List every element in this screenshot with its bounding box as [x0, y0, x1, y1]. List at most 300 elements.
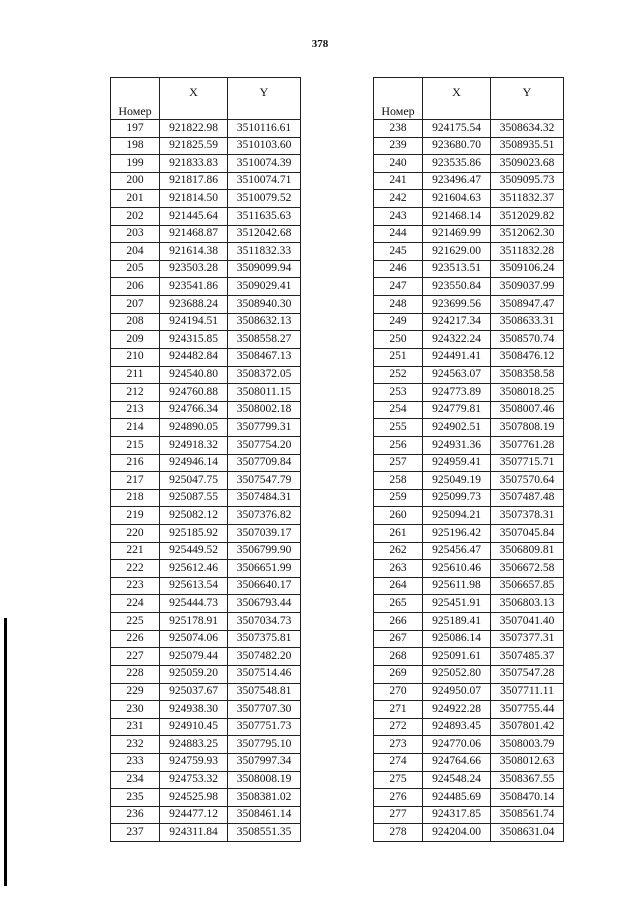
cell-x: 924548.24: [423, 771, 491, 789]
table-row: [374, 190, 564, 208]
cell-x: 925612.46: [160, 560, 228, 578]
cell-x: 924753.32: [160, 771, 228, 789]
cell-number: 277: [374, 806, 423, 824]
header-x: X: [160, 78, 228, 120]
cell-x: 924540.80: [160, 366, 228, 384]
cell-x: 925049.19: [423, 472, 491, 490]
cell-number: 275: [374, 771, 423, 789]
table-row: [111, 701, 301, 719]
header-x: X: [423, 78, 491, 120]
cell-number: 200: [111, 172, 160, 190]
table-row: [374, 753, 564, 771]
header-y: Y: [491, 78, 564, 120]
cell-y: 3507378.31: [491, 507, 564, 525]
table-row: [374, 824, 564, 842]
table-row: [374, 542, 564, 560]
cell-x: 925079.44: [160, 648, 228, 666]
cell-number: 264: [374, 577, 423, 595]
table-row: [111, 348, 301, 366]
cell-y: 3508634.32: [491, 120, 564, 138]
cell-number: 231: [111, 718, 160, 736]
cell-y: 3506803.13: [491, 595, 564, 613]
cell-x: 925091.61: [423, 648, 491, 666]
cell-number: 220: [111, 525, 160, 543]
cell-x: 924950.07: [423, 683, 491, 701]
cell-number: 248: [374, 296, 423, 314]
cell-x: 923699.56: [423, 296, 491, 314]
cell-y: 3508558.27: [228, 331, 301, 349]
cell-number: 236: [111, 806, 160, 824]
cell-y: 3507751.73: [228, 718, 301, 736]
cell-x: 924760.88: [160, 384, 228, 402]
cell-x: 921469.99: [423, 225, 491, 243]
cell-y: 3511832.33: [228, 243, 301, 261]
cell-y: 3512029.82: [491, 208, 564, 226]
table-row: [111, 296, 301, 314]
table-row: [374, 120, 564, 138]
table-row: [111, 753, 301, 771]
table-row: [111, 278, 301, 296]
table-row: [111, 648, 301, 666]
table-row: [374, 648, 564, 666]
cell-y: 3507039.17: [228, 525, 301, 543]
cell-number: 242: [374, 190, 423, 208]
table-row: [111, 208, 301, 226]
cell-number: 276: [374, 789, 423, 807]
table-row: [111, 313, 301, 331]
table-row: [111, 507, 301, 525]
cell-y: 3510074.39: [228, 155, 301, 173]
cell-x: 925456.47: [423, 542, 491, 560]
cell-y: 3508002.18: [228, 401, 301, 419]
table-row: [374, 736, 564, 754]
cell-number: 218: [111, 489, 160, 507]
cell-y: 3507755.44: [491, 701, 564, 719]
cell-number: 203: [111, 225, 160, 243]
cell-number: 263: [374, 560, 423, 578]
cell-y: 3507754.20: [228, 436, 301, 454]
cell-x: 923496.47: [423, 172, 491, 190]
cell-x: 924217.34: [423, 313, 491, 331]
table-row: [111, 560, 301, 578]
table-row: [111, 736, 301, 754]
cell-y: 3508358.58: [491, 366, 564, 384]
cell-number: 228: [111, 665, 160, 683]
table-row: [111, 683, 301, 701]
cell-y: 3509099.94: [228, 260, 301, 278]
cell-x: 925185.92: [160, 525, 228, 543]
cell-number: 278: [374, 824, 423, 842]
table-row: [374, 384, 564, 402]
cell-number: 265: [374, 595, 423, 613]
cell-y: 3510103.60: [228, 137, 301, 155]
cell-number: 251: [374, 348, 423, 366]
header-y: Y: [228, 78, 301, 120]
cell-x: 924194.51: [160, 313, 228, 331]
cell-number: 208: [111, 313, 160, 331]
cell-y: 3507715.71: [491, 454, 564, 472]
cell-y: 3507045.84: [491, 525, 564, 543]
cell-x: 925094.21: [423, 507, 491, 525]
cell-number: 229: [111, 683, 160, 701]
cell-number: 216: [111, 454, 160, 472]
cell-y: 3506657.85: [491, 577, 564, 595]
table-row: [374, 172, 564, 190]
cell-y: 3507547.79: [228, 472, 301, 490]
cell-number: 241: [374, 172, 423, 190]
table-row: [374, 348, 564, 366]
cell-number: 268: [374, 648, 423, 666]
cell-x: 924525.98: [160, 789, 228, 807]
table-row: [374, 771, 564, 789]
table-row: [111, 824, 301, 842]
cell-y: 3506809.81: [491, 542, 564, 560]
cell-y: 3508935.51: [491, 137, 564, 155]
cell-x: 924311.84: [160, 824, 228, 842]
table-row: [374, 683, 564, 701]
cell-y: 3507808.19: [491, 419, 564, 437]
cell-x: 925074.06: [160, 630, 228, 648]
cell-y: 3508940.30: [228, 296, 301, 314]
cell-x: 921468.14: [423, 208, 491, 226]
cell-x: 925059.20: [160, 665, 228, 683]
table-row: [374, 560, 564, 578]
table-row: [374, 507, 564, 525]
table-row: [111, 789, 301, 807]
table-row: [111, 472, 301, 490]
cell-y: 3507709.84: [228, 454, 301, 472]
cell-y: 3508007.46: [491, 401, 564, 419]
cell-number: 223: [111, 577, 160, 595]
table-row: [374, 630, 564, 648]
cell-x: 925052.80: [423, 665, 491, 683]
cell-x: 924779.81: [423, 401, 491, 419]
table-row: [111, 542, 301, 560]
cell-y: 3508476.12: [491, 348, 564, 366]
cell-y: 3507514.46: [228, 665, 301, 683]
table-row: [374, 595, 564, 613]
cell-y: 3512042.68: [228, 225, 301, 243]
cell-number: 201: [111, 190, 160, 208]
cell-y: 3508012.63: [491, 753, 564, 771]
table-row: [374, 525, 564, 543]
table-row: [374, 260, 564, 278]
cell-y: 3508372.05: [228, 366, 301, 384]
cell-number: 250: [374, 331, 423, 349]
table-row: [111, 401, 301, 419]
table-row: [374, 789, 564, 807]
cell-number: 204: [111, 243, 160, 261]
cell-x: 924764.66: [423, 753, 491, 771]
table-row: [111, 718, 301, 736]
cell-number: 259: [374, 489, 423, 507]
table-row: [111, 366, 301, 384]
cell-number: 225: [111, 613, 160, 631]
cell-x: 925610.46: [423, 560, 491, 578]
cell-y: 3507799.31: [228, 419, 301, 437]
cell-x: 924322.24: [423, 331, 491, 349]
cell-x: 924946.14: [160, 454, 228, 472]
cell-y: 3507997.34: [228, 753, 301, 771]
table-row: [111, 525, 301, 543]
cell-x: 924759.93: [160, 753, 228, 771]
table-row: [374, 665, 564, 683]
table-row: [374, 313, 564, 331]
cell-y: 3507548.81: [228, 683, 301, 701]
cell-y: 3508470.14: [491, 789, 564, 807]
table-row: [374, 366, 564, 384]
table-row: [111, 172, 301, 190]
cell-number: 261: [374, 525, 423, 543]
table-row: [374, 331, 564, 349]
table-row: [374, 155, 564, 173]
cell-y: 3506651.99: [228, 560, 301, 578]
cell-y: 3507801.42: [491, 718, 564, 736]
cell-number: 206: [111, 278, 160, 296]
cell-y: 3510116.61: [228, 120, 301, 138]
cell-y: 3507761.28: [491, 436, 564, 454]
table-row: [111, 613, 301, 631]
cell-y: 3507376.82: [228, 507, 301, 525]
cell-x: 923513.51: [423, 260, 491, 278]
cell-y: 3508018.25: [491, 384, 564, 402]
cell-x: 924766.34: [160, 401, 228, 419]
cell-x: 924922.28: [423, 701, 491, 719]
cell-y: 3506640.17: [228, 577, 301, 595]
cell-y: 3506799.90: [228, 542, 301, 560]
cell-y: 3507795.10: [228, 736, 301, 754]
header-number: Номер: [374, 78, 423, 120]
cell-number: 245: [374, 243, 423, 261]
cell-y: 3506793.44: [228, 595, 301, 613]
cell-number: 266: [374, 613, 423, 631]
table-row: [374, 296, 564, 314]
cell-x: 924175.54: [423, 120, 491, 138]
table-row: [111, 137, 301, 155]
cell-y: 3508631.04: [491, 824, 564, 842]
table-row: [111, 577, 301, 595]
table-row: [374, 718, 564, 736]
coordinates-table-left: [110, 77, 301, 842]
cell-y: 3508561.74: [491, 806, 564, 824]
cell-number: 254: [374, 401, 423, 419]
cell-x: 924931.36: [423, 436, 491, 454]
cell-x: 921468.87: [160, 225, 228, 243]
cell-x: 924315.85: [160, 331, 228, 349]
cell-number: 267: [374, 630, 423, 648]
table-row: [111, 243, 301, 261]
table-row: [111, 260, 301, 278]
cell-number: 211: [111, 366, 160, 384]
cell-x: 924959.41: [423, 454, 491, 472]
coordinates-table-right: [373, 77, 564, 842]
cell-x: 923550.84: [423, 278, 491, 296]
table-header-row: [374, 78, 564, 120]
cell-y: 3509106.24: [491, 260, 564, 278]
table-row: [111, 454, 301, 472]
cell-y: 3507484.31: [228, 489, 301, 507]
table-row: [374, 278, 564, 296]
cell-x: 925047.75: [160, 472, 228, 490]
table-row: [374, 454, 564, 472]
cell-x: 924563.07: [423, 366, 491, 384]
table-row: [374, 613, 564, 631]
cell-number: 262: [374, 542, 423, 560]
cell-y: 3507711.11: [491, 683, 564, 701]
cell-number: 222: [111, 560, 160, 578]
cell-y: 3508633.31: [491, 313, 564, 331]
cell-x: 924773.89: [423, 384, 491, 402]
cell-y: 3508632.13: [228, 313, 301, 331]
cell-x: 924890.05: [160, 419, 228, 437]
cell-number: 249: [374, 313, 423, 331]
cell-number: 257: [374, 454, 423, 472]
table-row: [111, 120, 301, 138]
cell-x: 921814.50: [160, 190, 228, 208]
cell-y: 3507547.28: [491, 665, 564, 683]
cell-x: 923688.24: [160, 296, 228, 314]
cell-y: 3509023.68: [491, 155, 564, 173]
cell-number: 210: [111, 348, 160, 366]
cell-x: 924482.84: [160, 348, 228, 366]
cell-number: 209: [111, 331, 160, 349]
cell-x: 924485.69: [423, 789, 491, 807]
cell-y: 3510074.71: [228, 172, 301, 190]
cell-y: 3509029.41: [228, 278, 301, 296]
cell-y: 3507041.40: [491, 613, 564, 631]
cell-number: 258: [374, 472, 423, 490]
cell-x: 924910.45: [160, 718, 228, 736]
table-row: [111, 806, 301, 824]
table-row: [111, 630, 301, 648]
cell-number: 270: [374, 683, 423, 701]
table-row: [111, 419, 301, 437]
cell-number: 253: [374, 384, 423, 402]
table-row: [111, 665, 301, 683]
table-row: [374, 472, 564, 490]
cell-number: 274: [374, 753, 423, 771]
cell-x: 924893.45: [423, 718, 491, 736]
cell-number: 244: [374, 225, 423, 243]
cell-y: 3511832.28: [491, 243, 564, 261]
cell-number: 232: [111, 736, 160, 754]
cell-x: 923541.86: [160, 278, 228, 296]
table-row: [374, 577, 564, 595]
cell-x: 924918.32: [160, 436, 228, 454]
cell-y: 3508947.47: [491, 296, 564, 314]
cell-y: 3508003.79: [491, 736, 564, 754]
cell-x: 921825.59: [160, 137, 228, 155]
table-row: [374, 243, 564, 261]
cell-number: 226: [111, 630, 160, 648]
cell-x: 924902.51: [423, 419, 491, 437]
cell-number: 234: [111, 771, 160, 789]
cell-y: 3508381.02: [228, 789, 301, 807]
cell-y: 3508551.35: [228, 824, 301, 842]
table-row: [111, 595, 301, 613]
cell-number: 207: [111, 296, 160, 314]
table-row: [374, 208, 564, 226]
table-row: [111, 225, 301, 243]
table-row: [374, 419, 564, 437]
cell-x: 925087.55: [160, 489, 228, 507]
table-row: [374, 489, 564, 507]
cell-y: 3509037.99: [491, 278, 564, 296]
cell-number: 205: [111, 260, 160, 278]
table-row: [111, 489, 301, 507]
cell-x: 925082.12: [160, 507, 228, 525]
cell-x: 925451.91: [423, 595, 491, 613]
cell-number: 217: [111, 472, 160, 490]
cell-x: 921629.00: [423, 243, 491, 261]
table-row: [111, 155, 301, 173]
cell-x: 921604.63: [423, 190, 491, 208]
cell-y: 3507707.30: [228, 701, 301, 719]
cell-number: 221: [111, 542, 160, 560]
cell-x: 921822.98: [160, 120, 228, 138]
table-header-row: [111, 78, 301, 120]
table-row: [374, 225, 564, 243]
cell-y: 3507485.37: [491, 648, 564, 666]
cell-number: 233: [111, 753, 160, 771]
cell-number: 239: [374, 137, 423, 155]
table-row: [111, 436, 301, 454]
cell-x: 925037.67: [160, 683, 228, 701]
cell-y: 3507482.20: [228, 648, 301, 666]
cell-x: 923680.70: [423, 137, 491, 155]
cell-number: 238: [374, 120, 423, 138]
cell-number: 224: [111, 595, 160, 613]
cell-y: 3506672.58: [491, 560, 564, 578]
cell-x: 925099.73: [423, 489, 491, 507]
cell-y: 3508011.15: [228, 384, 301, 402]
cell-number: 227: [111, 648, 160, 666]
cell-number: 252: [374, 366, 423, 384]
cell-x: 925086.14: [423, 630, 491, 648]
cell-number: 213: [111, 401, 160, 419]
table-row: [374, 137, 564, 155]
cell-x: 924317.85: [423, 806, 491, 824]
cell-number: 219: [111, 507, 160, 525]
cell-y: 3508008.19: [228, 771, 301, 789]
cell-y: 3508570.74: [491, 331, 564, 349]
cell-number: 260: [374, 507, 423, 525]
page-number: 378: [311, 38, 329, 50]
cell-number: 212: [111, 384, 160, 402]
cell-number: 269: [374, 665, 423, 683]
cell-y: 3512062.30: [491, 225, 564, 243]
cell-number: 271: [374, 701, 423, 719]
cell-y: 3508467.13: [228, 348, 301, 366]
cell-y: 3507570.64: [491, 472, 564, 490]
cell-number: 202: [111, 208, 160, 226]
cell-number: 246: [374, 260, 423, 278]
table-row: [374, 701, 564, 719]
cell-number: 273: [374, 736, 423, 754]
cell-number: 199: [111, 155, 160, 173]
cell-x: 925613.54: [160, 577, 228, 595]
cell-number: 240: [374, 155, 423, 173]
cell-number: 230: [111, 701, 160, 719]
cell-x: 921445.64: [160, 208, 228, 226]
cell-number: 256: [374, 436, 423, 454]
table-row: [111, 190, 301, 208]
cell-number: 237: [111, 824, 160, 842]
cell-y: 3508367.55: [491, 771, 564, 789]
cell-y: 3509095.73: [491, 172, 564, 190]
table-row: [111, 771, 301, 789]
cell-number: 198: [111, 137, 160, 155]
